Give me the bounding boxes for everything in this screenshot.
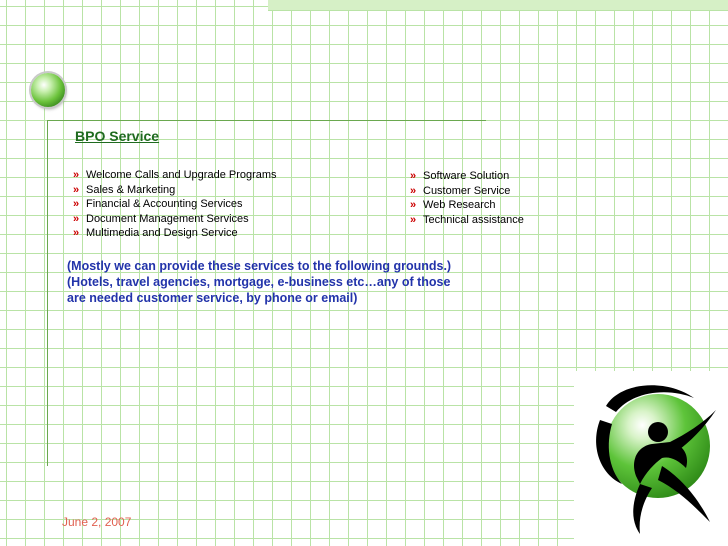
list-item-label: Multimedia and Design Service [86,227,238,239]
list-item [73,197,277,212]
note-line: (Hotels, travel agencies, mortgage, e-business etc…any of those [67,275,451,289]
bullet-icon: » [410,199,417,211]
list-item-label: Software Solution [423,170,510,182]
bullet-icon: » [73,198,80,210]
list-item [410,213,524,228]
figure-globe-logo [586,376,718,536]
list-item [410,184,524,199]
bullet-icon: » [73,212,80,225]
list-item [410,198,524,213]
list-item [410,169,524,184]
bullet-icon: » [73,169,80,181]
list-item [73,226,277,241]
list-item-label: Welcome Calls and Upgrade Programs [86,169,277,181]
services-note [67,258,572,306]
list-item-label: Document Management Services [86,212,249,225]
services-list-left [73,168,277,241]
note-line: (Mostly we can provide these services to the following grounds.) [67,259,452,273]
horizontal-rule [48,120,486,121]
list-item [73,183,277,198]
green-orb-icon [31,73,65,107]
list-item-label: Technical assistance [423,213,524,226]
slide-date: June 2, 2007 [62,515,132,529]
list-item [73,212,277,227]
vertical-rule [47,120,48,466]
top-accent-bar [268,0,728,11]
list-item-label: Customer Service [423,184,511,197]
slide-title: BPO Service [75,128,160,144]
list-item-label: Web Research [423,199,496,211]
bullet-icon: » [410,213,417,226]
list-item-label: Financial & Accounting Services [86,198,243,210]
list-item-label: Sales & Marketing [86,183,176,196]
services-list-right [410,169,524,227]
note-line: are needed customer service, by phone or email) [67,291,358,305]
bullet-icon: » [410,184,417,197]
bullet-icon: » [73,227,80,239]
bullet-icon: » [410,170,417,182]
list-item [73,168,277,183]
bullet-icon: » [73,183,80,196]
